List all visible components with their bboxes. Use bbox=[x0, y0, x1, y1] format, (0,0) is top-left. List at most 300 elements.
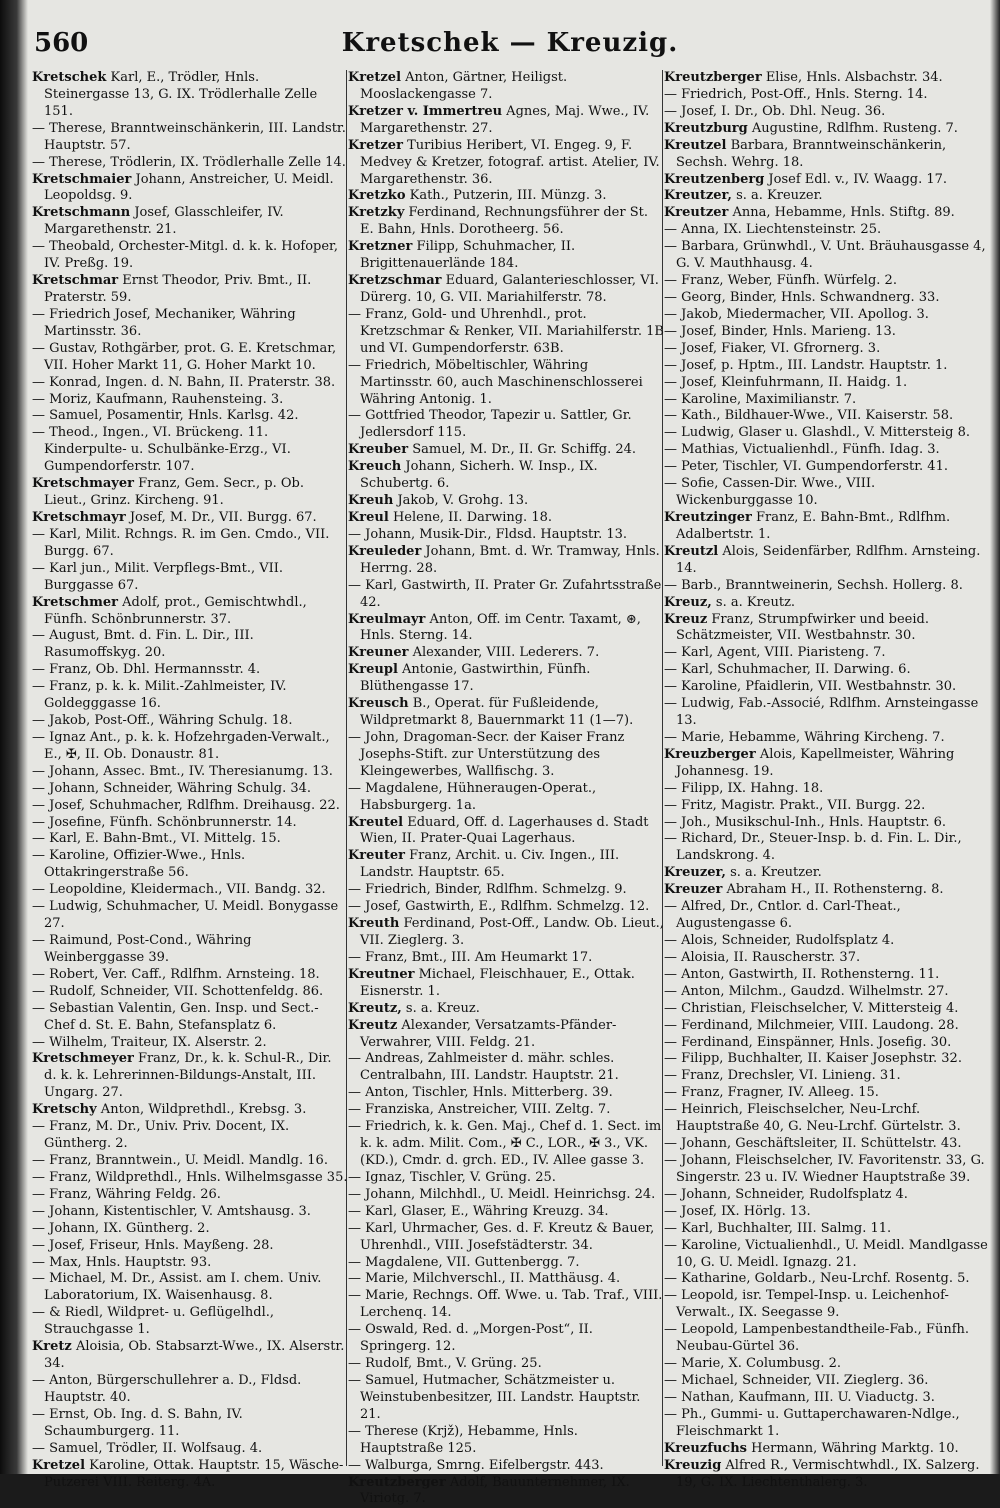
directory-entry bbox=[348, 1288, 664, 1322]
directory-entry bbox=[32, 425, 348, 476]
entry-surname: Kreuzberger bbox=[664, 746, 756, 762]
directory-entry bbox=[348, 358, 664, 409]
entry-surname: Kretzel bbox=[32, 1457, 86, 1473]
entry-text: — Franz, Gold- und Uhrenhdl., prot. Kretzschmar & Renker, VII. Mariahilferstr. 1B und VI. Gumpendorferstr. 63B. bbox=[348, 306, 664, 356]
entry-surname: Kreuz, bbox=[664, 594, 712, 610]
entry-text: — Barbara, Grünwhdl., V. Unt. Bräuhausgasse 4, G. V. Mauthhausg. 4. bbox=[664, 239, 986, 272]
directory-entry bbox=[348, 730, 664, 781]
entry-text: — Johann, IX. Güntherg. 2. bbox=[32, 1220, 210, 1236]
directory-entry bbox=[664, 1051, 988, 1068]
directory-entry bbox=[32, 341, 348, 375]
directory-entry bbox=[32, 815, 348, 832]
directory-entry bbox=[32, 239, 348, 273]
entry-text: — Marie, Milchverschl., II. Matthäusg. 4. bbox=[348, 1271, 621, 1287]
entry-text: — Alfred, Dr., Cntlor. d. Carl-Theat., Augustengasse 6. bbox=[664, 899, 901, 932]
entry-text: — Johann, Schneider, Rudolfsplatz 4. bbox=[664, 1186, 908, 1202]
directory-entry bbox=[348, 1204, 664, 1221]
directory-entry bbox=[32, 476, 348, 510]
entry-text: — Karl, Gastwirth, II. Prater Gr. Zufahrtsstraße 42. bbox=[348, 577, 662, 610]
entry-surname: Kreutzenberg bbox=[664, 171, 765, 187]
entry-text: Ernst Theodor, Priv. Bmt., II. Praterstr. 59. bbox=[44, 273, 312, 305]
directory-entry bbox=[32, 273, 348, 307]
directory-entry bbox=[32, 527, 348, 561]
directory-entry bbox=[32, 1271, 348, 1305]
directory-entry bbox=[664, 1407, 988, 1441]
directory-entry bbox=[664, 273, 988, 290]
entry-text: — Karl, Schuhmacher, II. Darwing. 6. bbox=[664, 662, 911, 678]
entry-surname: Kreusch bbox=[348, 696, 409, 712]
directory-entry bbox=[664, 459, 988, 476]
entry-text: Johann, Sicherh. W. Insp., IX. Schubertg. 6. bbox=[360, 459, 598, 492]
entry-text: — John, Dragoman-Secr. der Kaiser Franz Josephs-Stift. zur Unterstützung des Kleingewerbes, Wallfischg. 3. bbox=[348, 729, 625, 779]
directory-entry bbox=[664, 392, 988, 409]
entry-text: — Karl, Glaser, E., Währing Kreuzg. 34. bbox=[348, 1203, 609, 1219]
directory-entry bbox=[32, 1305, 348, 1339]
directory-entry bbox=[348, 1119, 664, 1170]
directory-entry bbox=[664, 1102, 988, 1136]
entry-text: Agnes, Maj. Wwe., IV. Margarethenstr. 27. bbox=[360, 103, 650, 136]
directory-entry bbox=[32, 1238, 348, 1255]
entry-text: Karl, E., Trödler, Hnls. Steinergasse 13, G. IX. Trödlerhalle Zelle 151. bbox=[44, 70, 318, 119]
entry-surname: Kreuzer, bbox=[664, 865, 726, 881]
directory-entry bbox=[348, 188, 664, 205]
directory-entry bbox=[664, 341, 988, 358]
directory-entry bbox=[32, 1170, 348, 1187]
directory-entry bbox=[664, 121, 988, 138]
entry-text: s. a. Kreutzer. bbox=[725, 865, 822, 881]
entry-text: — Samuel, Trödler, II. Wolfsaug. 4. bbox=[32, 1440, 263, 1456]
entry-text: — Christian, Fleischselcher, V. Mittersteig 4. bbox=[664, 1000, 959, 1016]
directory-entry bbox=[664, 645, 988, 662]
directory-entry bbox=[664, 781, 988, 798]
directory-entry bbox=[348, 273, 664, 307]
entry-text: — Theobald, Orchester-Mitgl. d. k. k. Hofoper, IV. Preßg. 19. bbox=[32, 239, 338, 272]
directory-entry bbox=[348, 578, 664, 612]
entry-surname: Kreuzfuchs bbox=[664, 1440, 747, 1456]
entry-surname: Kretzner bbox=[348, 239, 413, 255]
directory-entry bbox=[664, 899, 988, 933]
entry-text: Franz, Strumpfwirker und beeid. Schätzmeister, VII. Westbahnstr. 30. bbox=[676, 611, 929, 644]
directory-entry bbox=[32, 510, 348, 527]
entry-text: — Karoline, Victualienhdl., U. Meidl. Mandlgasse 10, G. U. Meidl. Ignazg. 21. bbox=[664, 1237, 988, 1270]
entry-text: Antonie, Gastwirthin, Fünfh. Blüthengasse 17. bbox=[360, 662, 591, 695]
directory-entry bbox=[664, 358, 988, 375]
entry-surname: Kreutzer bbox=[664, 205, 729, 221]
directory-entry bbox=[348, 916, 664, 950]
entry-text: — Anton, Bürgerschullehrer a. D., Fldsd. Hauptstr. 40. bbox=[32, 1372, 302, 1405]
directory-entry bbox=[664, 1136, 988, 1153]
entry-text: — Ludwig, Schuhmacher, U. Meidl. Bonygasse 27. bbox=[32, 899, 339, 932]
entry-text: — Friedrich, Möbeltischler, Währing Martinsstr. 60, auch Maschinenschlosserei Währing Antonig. 1. bbox=[348, 357, 643, 407]
entry-text: — Franz, Ob. Dhl. Hermannsstr. 4. bbox=[32, 662, 261, 678]
entry-text: Johann, Bmt. d. Wr. Tramway, Hnls. Herrng. 28. bbox=[360, 543, 660, 576]
entry-text: — Walburga, Smrng. Eifelbergstr. 443. bbox=[348, 1457, 604, 1473]
entry-text: — Andreas, Zahlmeister d. mähr. schles. Centralbahn, III. Landstr. Hauptstr. 21. bbox=[348, 1051, 619, 1084]
entry-text: Augustine, Rdlfhm. Rusteng. 7. bbox=[747, 120, 958, 136]
entry-text: — Filipp, IX. Hahng. 18. bbox=[664, 780, 824, 796]
entry-text: — Mathias, Victualienhdl., Fünfh. Idag. 3. bbox=[664, 442, 940, 458]
directory-entry bbox=[32, 882, 348, 899]
directory-entry bbox=[32, 1255, 348, 1272]
entry-text: Alfred R., Vermischtwhdl., IX. Salzerg. 19, G. IX. Liechtenthalerg. 3. bbox=[676, 1457, 980, 1490]
entry-text: — Josef, IX. Hörlg. 13. bbox=[664, 1203, 811, 1219]
directory-entry bbox=[32, 1339, 348, 1373]
entry-text: — Karoline, Pfaidlerin, VII. Westbahnstr. 30. bbox=[664, 679, 957, 695]
entry-surname: Kreutzer, bbox=[664, 188, 732, 204]
directory-entry bbox=[664, 1204, 988, 1221]
entry-text: — Josef, I. Dr., Ob. Dhl. Neug. 36. bbox=[664, 103, 886, 119]
entry-text: — Friedrich, Post-Off., Hnls. Sterng. 14. bbox=[664, 86, 928, 102]
entry-text: — Max, Hnls. Hauptstr. 93. bbox=[32, 1254, 212, 1270]
directory-entry bbox=[32, 205, 348, 239]
entry-text: — Katharine, Goldarb., Neu-Lrchf. Rosentg. 5. bbox=[664, 1271, 970, 1287]
directory-entry bbox=[664, 662, 988, 679]
entry-text: Josef, Glasschleifer, IV. Margarethenstr. 21. bbox=[44, 205, 284, 238]
entry-text: Anton, Wildprethdl., Krebsg. 3. bbox=[96, 1102, 307, 1118]
directory-entry bbox=[32, 375, 348, 392]
directory-entry bbox=[664, 1035, 988, 1052]
entry-text: — Josef, Kleinfuhrmann, II. Haidg. 1. bbox=[664, 374, 908, 390]
directory-entry bbox=[348, 1221, 664, 1255]
entry-surname: Kreuleder bbox=[348, 543, 422, 559]
entry-surname: Kreuzer bbox=[664, 882, 723, 898]
page-header bbox=[34, 22, 986, 66]
directory-entry bbox=[348, 815, 664, 849]
directory-entry bbox=[664, 442, 988, 459]
directory-entry bbox=[348, 662, 664, 696]
entry-text: — Aloisia, II. Rauscherstr. 37. bbox=[664, 949, 861, 965]
running-head: Kretschek — Kreuzig. bbox=[341, 28, 679, 58]
directory-entry bbox=[348, 544, 664, 578]
directory-entry bbox=[32, 831, 348, 848]
entry-surname: Kreuter bbox=[348, 848, 405, 864]
directory-entry bbox=[348, 967, 664, 1001]
entry-text: — Samuel, Hutmacher, Schätzmeister u. Weinstubenbesitzer, III. Landstr. Hauptstr. 21. bbox=[348, 1372, 641, 1422]
directory-entry bbox=[664, 679, 988, 696]
entry-text: Franz, Gem. Secr., p. Ob. Lieut., Grinz. Kircheng. 91. bbox=[44, 476, 305, 509]
directory-entry bbox=[664, 324, 988, 341]
entry-surname: Kretschek bbox=[32, 70, 107, 85]
entry-text: — Marie, Rechngs. Off. Wwe. u. Tab. Traf., VIII. Lerchenq. 14. bbox=[348, 1288, 663, 1321]
directory-entry bbox=[664, 205, 988, 222]
directory-entry bbox=[664, 882, 988, 899]
entry-text: — Magdalene, VII. Guttenbergg. 7. bbox=[348, 1254, 580, 1270]
entry-surname: Kretzel bbox=[348, 70, 402, 85]
entry-surname: Kreulmayr bbox=[348, 611, 426, 627]
directory-entry bbox=[348, 1356, 664, 1373]
directory-entry bbox=[664, 425, 988, 442]
directory-entry bbox=[348, 1001, 664, 1018]
directory-entry bbox=[664, 1356, 988, 1373]
directory-entry bbox=[348, 459, 664, 493]
directory-entry bbox=[32, 933, 348, 967]
directory-entry bbox=[664, 933, 988, 950]
entry-text: — Johann, Musik-Dir., Fldsd. Hauptstr. 13. bbox=[348, 526, 628, 542]
entry-surname: Kreuth bbox=[348, 916, 400, 932]
entry-text: — Michael, M. Dr., Assist. am I. chem. Univ. Laboratorium, IX. Waisenhausg. 8. bbox=[32, 1271, 322, 1304]
directory-entry bbox=[348, 239, 664, 273]
directory-entry bbox=[32, 984, 348, 1001]
entry-text: — Ignaz Ant., p. k. k. Hofzehrgaden-Verwalt., E., ✠, II. Ob. Donaustr. 81. bbox=[32, 729, 330, 762]
entry-text: Kath., Putzerin, III. Münzg. 3. bbox=[405, 188, 607, 204]
entry-text: — Ludwig, Fab.-Associé, Rdlfhm. Arnsteingasse 13. bbox=[664, 696, 979, 729]
directory-entry bbox=[32, 628, 348, 662]
entry-surname: Kreuner bbox=[348, 645, 409, 661]
entry-text: Barbara, Branntweinschänkerin, Sechsh. Wehrg. 18. bbox=[676, 137, 947, 170]
directory-entry bbox=[664, 984, 988, 1001]
entry-text: Alois, Kapellmeister, Währing Johannesg. 19. bbox=[676, 746, 955, 779]
entry-text: — Therese (Krjž), Hebamme, Hnls. Hauptstraße 125. bbox=[348, 1423, 578, 1456]
entry-surname: Kreutzl bbox=[664, 543, 719, 559]
directory-entry bbox=[348, 493, 664, 510]
directory-entry bbox=[664, 950, 988, 967]
entry-text: — Karoline, Offizier-Wwe., Hnls. Ottakringerstraße 56. bbox=[32, 848, 246, 881]
entry-text: — Franz, p. k. k. Milit.-Zahlmeister, IV. Goldegggasse 16. bbox=[32, 679, 287, 712]
entry-surname: Kreuh bbox=[348, 493, 394, 509]
directory-entry bbox=[32, 679, 348, 713]
entry-text: Karoline, Ottak. Hauptstr. 15, Wäsche-Putzerei VIII. Reiterg. 4A. bbox=[44, 1457, 344, 1490]
directory-entry bbox=[32, 1119, 348, 1153]
entry-surname: Kreuz bbox=[664, 611, 708, 627]
entry-text: — Barb., Branntweinerin, Sechsh. Hollerg. 8. bbox=[664, 577, 963, 593]
entry-text: Johann, Anstreicher, U. Meidl. Leopoldsg. 9. bbox=[44, 171, 334, 204]
entry-text: Adolf, prot., Gemischtwhdl., Fünfh. Schönbrunnerstr. 37. bbox=[44, 594, 307, 627]
entry-text: — Therese, Branntweinschänkerin, III. Landstr. Hauptstr. 57. bbox=[32, 120, 346, 153]
entry-text: — Samuel, Posamentir, Hnls. Karlsg. 42. bbox=[32, 408, 299, 424]
entry-text: Josef Edl. v., IV. Waagg. 17. bbox=[764, 171, 948, 187]
entry-text: Anton, Off. im Centr. Taxamt, ⊛, Hnls. Sterng. 14. bbox=[360, 611, 641, 644]
entry-text: — Raimund, Post-Cond., Währing Weinberggasse 39. bbox=[32, 933, 252, 965]
entry-text: Josef, M. Dr., VII. Burgg. 67. bbox=[125, 509, 317, 525]
directory-entry bbox=[32, 1153, 348, 1170]
directory-entry bbox=[348, 1458, 664, 1475]
directory-entry bbox=[348, 1018, 664, 1052]
entry-text: — Johann, Geschäftsleiter, II. Schüttelstr. 43. bbox=[664, 1136, 962, 1152]
directory-entry bbox=[664, 70, 988, 87]
entry-text: Ferdinand, Rechnungsführer der St. E. Bahn, Hnls. Dorotheerg. 56. bbox=[360, 205, 648, 238]
directory-entry bbox=[348, 781, 664, 815]
entry-surname: Kreutz, bbox=[348, 1000, 402, 1016]
entry-text: — Moriz, Kaufmann, Rauhensteing. 3. bbox=[32, 391, 284, 407]
directory-entry bbox=[348, 1102, 664, 1119]
entry-text: — Rudolf, Schneider, VII. Schottenfeldg. 86. bbox=[32, 983, 324, 999]
entry-surname: Kreuch bbox=[348, 459, 402, 475]
entry-text: s. a. Kreuzer. bbox=[731, 188, 823, 204]
entry-surname: Kretschmar bbox=[32, 273, 119, 289]
entry-text: — Wilhelm, Traiteur, IX. Alserstr. 2. bbox=[32, 1034, 267, 1050]
directory-entry bbox=[664, 87, 988, 104]
entry-text: — Rudolf, Bmt., V. Grüng. 25. bbox=[348, 1356, 542, 1372]
entry-text: — Ph., Gummi- u. Guttaperchawaren-Ndlge., Fleischmarkt 1. bbox=[664, 1406, 960, 1439]
entry-surname: Kreul bbox=[348, 509, 389, 525]
directory-entry bbox=[348, 510, 664, 527]
entry-text: Ferdinand, Post-Off., Landw. Ob. Lieut., VII. Zieglerg. 3. bbox=[360, 916, 664, 949]
directory-entry bbox=[664, 188, 988, 205]
directory-entry bbox=[348, 848, 664, 882]
directory-entry bbox=[348, 442, 664, 459]
entry-surname: Kreuber bbox=[348, 442, 409, 458]
entry-surname: Kretschmer bbox=[32, 594, 118, 610]
entry-text: — Franziska, Anstreicher, VIII. Zeltg. 7. bbox=[348, 1102, 611, 1118]
entry-text: — Theod., Ingen., VI. Brückeng. 11. Kinderpulte- u. Schulbänke-Erzg., VI. Gumpendorferstr. 107. bbox=[32, 425, 291, 475]
directory-entry bbox=[32, 307, 348, 341]
directory-entry bbox=[32, 1441, 348, 1458]
directory-entry bbox=[32, 764, 348, 781]
directory-entry bbox=[664, 544, 988, 578]
entry-text: — Alois, Schneider, Rudolfsplatz 4. bbox=[664, 933, 895, 949]
page-number: 560 bbox=[34, 28, 89, 58]
directory-entry bbox=[664, 815, 988, 832]
entry-text: — Johann, Assec. Bmt., IV. Theresianumg. 13. bbox=[32, 763, 333, 779]
directory-entry bbox=[664, 578, 988, 595]
directory-entry bbox=[348, 882, 664, 899]
directory-entry bbox=[32, 121, 348, 155]
directory-entry bbox=[664, 798, 988, 815]
directory-entry bbox=[32, 781, 348, 798]
entry-text: — Karl, Buchhalter, III. Salmg. 11. bbox=[664, 1220, 892, 1236]
entry-text: — Josef, Fiaker, VI. Gfrornerg. 3. bbox=[664, 340, 881, 356]
entry-text: — Leopold, Lampenbestandtheile-Fab., Fünfh. Neubau-Gürtel 36. bbox=[664, 1322, 970, 1355]
entry-text: — Friedrich, k. k. Gen. Maj., Chef d. 1. Sect. im k. k. adm. Milit. Com., ✠ C., LOR., ✠ 3., VK. (KD.), Cmdr. d. grch. ED., IV. Allee gasse 3. bbox=[348, 1119, 662, 1168]
entry-text: — Johann, Milchhdl., U. Meidl. Heinrichsg. 24. bbox=[348, 1186, 656, 1202]
entry-text: s. a. Kreutz. bbox=[711, 594, 796, 610]
directory-entry bbox=[348, 1475, 664, 1508]
directory-entry bbox=[664, 696, 988, 730]
directory-entry bbox=[32, 1204, 348, 1221]
entry-text: — Magdalene, Hühneraugen-Operat., Habsburgerg. 1a. bbox=[348, 780, 597, 813]
entry-text: Abraham H., II. Rothensterng. 8. bbox=[722, 882, 944, 898]
entry-text: — Heinrich, Fleischselcher, Neu-Lrchf. Hauptstraße 40, G. Neu-Lrchf. Gürtelstr. 3. bbox=[664, 1102, 961, 1135]
entry-text: — Karl, Milit. Rchngs. R. im Gen. Cmdo., VII. Burgg. 67. bbox=[32, 526, 330, 559]
entry-text: — Franz, Währing Feldg. 26. bbox=[32, 1186, 221, 1202]
directory-entry bbox=[664, 1390, 988, 1407]
directory-entry bbox=[664, 1001, 988, 1018]
entry-text: — Karl, Agent, VIII. Piaristeng. 7. bbox=[664, 645, 886, 661]
directory-entry bbox=[664, 510, 988, 544]
directory-entry bbox=[348, 1085, 664, 1102]
entry-text: — August, Bmt. d. Fin. L. Dir., III. Rasumoffskyg. 20. bbox=[32, 628, 254, 661]
entry-text: Anna, Hebamme, Hnls. Stiftg. 89. bbox=[728, 205, 955, 221]
entry-text: — Leopold, isr. Tempel-Insp. u. Leichenhof-Verwalt., IX. Seegasse 9. bbox=[664, 1288, 949, 1321]
entry-text: Michael, Fleischhauer, E., Ottak. Eisnerstr. 1. bbox=[360, 966, 635, 999]
entry-text: Samuel, M. Dr., II. Gr. Schiffg. 24. bbox=[408, 442, 637, 458]
entry-text: — Sebastian Valentin, Gen. Insp. und Sect.-Chef d. St. E. Bahn, Stefansplatz 6. bbox=[32, 1000, 319, 1033]
directory-entry bbox=[664, 408, 988, 425]
entry-text: — Johann, Schneider, Währing Schulg. 34. bbox=[32, 780, 312, 796]
directory-entry bbox=[348, 1373, 664, 1424]
entry-text: — Joh., Musikschul-Inh., Hnls. Hauptstr. 6. bbox=[664, 814, 947, 830]
entry-text: — Franz, Branntwein., U. Meidl. Mandlg. 16. bbox=[32, 1153, 328, 1168]
entry-text: Anton, Gärtner, Heiligst. Mooslackengasse 7. bbox=[360, 70, 568, 102]
directory-entry bbox=[348, 696, 664, 730]
entry-text: Eduard, Off. d. Lagerhauses d. Stadt Wien, II. Prater-Quai Lagerhaus. bbox=[360, 814, 649, 847]
entry-text: — Filipp, Buchhalter, II. Kaiser Josephstr. 32. bbox=[664, 1051, 962, 1067]
entry-surname: Kreuzig bbox=[664, 1457, 722, 1473]
directory-entry bbox=[664, 747, 988, 781]
directory-entry bbox=[32, 1001, 348, 1035]
directory-entry bbox=[664, 476, 988, 510]
entry-text: Alexander, Versatzamts-Pfänder-Verwahrer, VIII. Feldg. 21. bbox=[360, 1017, 617, 1050]
entry-text: — Gottfried Theodor, Tapezir u. Sattler, Gr. Jedlersdorf 115. bbox=[348, 408, 632, 441]
entry-surname: Kreutzburg bbox=[664, 120, 748, 136]
entry-text: — Konrad, Ingen. d. N. Bahn, II. Praterstr. 38. bbox=[32, 374, 336, 390]
directory-entry bbox=[348, 1424, 664, 1458]
entry-text: — Marie, Hebamme, Währing Kircheng. 7. bbox=[664, 729, 945, 745]
entry-text: Jakob, V. Grohg. 13. bbox=[393, 493, 529, 509]
entry-text: — Karl, Uhrmacher, Ges. d. F. Kreutz & Bauer, Uhrenhdl., VIII. Josefstädterstr. 34. bbox=[348, 1220, 655, 1253]
column-2 bbox=[348, 70, 664, 1507]
column-1 bbox=[32, 70, 348, 1490]
entry-text: — Marie, X. Columbusg. 2. bbox=[664, 1356, 842, 1372]
entry-surname: Kreutzel bbox=[664, 137, 727, 153]
directory-entry bbox=[32, 1458, 348, 1492]
directory-entry bbox=[32, 408, 348, 425]
entry-text: — Richard, Dr., Steuer-Insp. b. d. Fin. L. Dir., Landskrong. 4. bbox=[664, 831, 962, 864]
directory-entry bbox=[664, 1271, 988, 1288]
entry-text: B., Operat. für Fußleidende, Wildpretmarkt 8, Bauernmarkt 11 (1—7). bbox=[360, 696, 634, 729]
directory-entry bbox=[664, 222, 988, 239]
entry-text: — Kath., Bildhauer-Wwe., VII. Kaiserstr. 58. bbox=[664, 408, 954, 424]
directory-entry bbox=[664, 1187, 988, 1204]
directory-entry bbox=[664, 1458, 988, 1492]
entry-text: — Karl jun., Milit. Verpflegs-Bmt., VII. Burggasse 67. bbox=[32, 560, 284, 593]
entry-text: — Georg, Binder, Hnls. Schwandnerg. 33. bbox=[664, 289, 940, 305]
entry-surname: Kretz bbox=[32, 1339, 72, 1355]
directory-entry bbox=[32, 899, 348, 933]
directory-entry bbox=[32, 1373, 348, 1407]
entry-text: Hermann, Währing Marktg. 10. bbox=[746, 1440, 959, 1456]
entry-text: — Franz, Weber, Fünfh. Würfelg. 2. bbox=[664, 273, 897, 289]
directory-entry bbox=[664, 290, 988, 307]
entry-surname: Kreutzinger bbox=[664, 509, 752, 525]
directory-entry bbox=[32, 595, 348, 629]
entry-surname: Kreupl bbox=[348, 662, 398, 678]
entry-text: — Robert, Ver. Caff., Rdlfhm. Arnsteing. 18. bbox=[32, 966, 320, 982]
directory-entry bbox=[664, 1068, 988, 1085]
directory-entry bbox=[664, 172, 988, 189]
entry-text: — Karoline, Maximilianstr. 7. bbox=[664, 391, 857, 407]
entry-text: — Franz, M. Dr., Univ. Priv. Docent, IX. Güntherg. 2. bbox=[32, 1119, 290, 1152]
entry-text: Adolf, Bauunternehmer, IX. Viriotg. 7. bbox=[360, 1474, 630, 1507]
directory-entry bbox=[664, 865, 988, 882]
directory-entry bbox=[32, 848, 348, 882]
entry-text: — Nathan, Kaufmann, III. U. Viaductg. 3. bbox=[664, 1389, 935, 1405]
directory-entry bbox=[32, 1221, 348, 1238]
entry-text: — Anton, Gastwirth, II. Rothensterng. 11. bbox=[664, 966, 940, 982]
directory-entry bbox=[348, 1051, 664, 1085]
directory-entry bbox=[32, 70, 348, 121]
entry-text: Aloisia, Ob. Stabsarzt-Wwe., IX. Alserstr. 34. bbox=[44, 1339, 345, 1372]
entry-text: — Ignaz, Tischler, V. Grüng. 25. bbox=[348, 1169, 556, 1185]
entry-surname: Kretzschmar bbox=[348, 273, 442, 289]
directory-entry bbox=[348, 138, 664, 189]
directory-entry bbox=[32, 1102, 348, 1119]
directory-entry bbox=[664, 967, 988, 984]
entry-text: — Friedrich Josef, Mechaniker, Währing Martinsstr. 36. bbox=[32, 306, 296, 339]
entry-text: Helene, II. Darwing. 18. bbox=[388, 509, 552, 525]
directory-entry bbox=[32, 155, 348, 172]
entry-text: — Ferdinand, Einspänner, Hnls. Josefig. 30. bbox=[664, 1034, 952, 1050]
directory-entry bbox=[664, 1373, 988, 1390]
directory-entry bbox=[664, 1322, 988, 1356]
entry-text: — Johann, Fleischselcher, IV. Favoritenstr. 33, G. Singerstr. 23 u. IV. Wiedner Hauptstraße 39. bbox=[664, 1153, 985, 1185]
entry-text: — Jakob, Miedermacher, VII. Apollog. 3. bbox=[664, 306, 929, 322]
entry-text: — Anna, IX. Liechtensteinstr. 25. bbox=[664, 222, 882, 238]
entry-surname: Kretschmeyer bbox=[32, 1051, 134, 1067]
entry-text: — Josef, Binder, Hnls. Marieng. 13. bbox=[664, 323, 896, 339]
directory-entry bbox=[348, 1322, 664, 1356]
entry-text: — Johann, Kistentischler, V. Amtshausg. 3. bbox=[32, 1203, 311, 1219]
